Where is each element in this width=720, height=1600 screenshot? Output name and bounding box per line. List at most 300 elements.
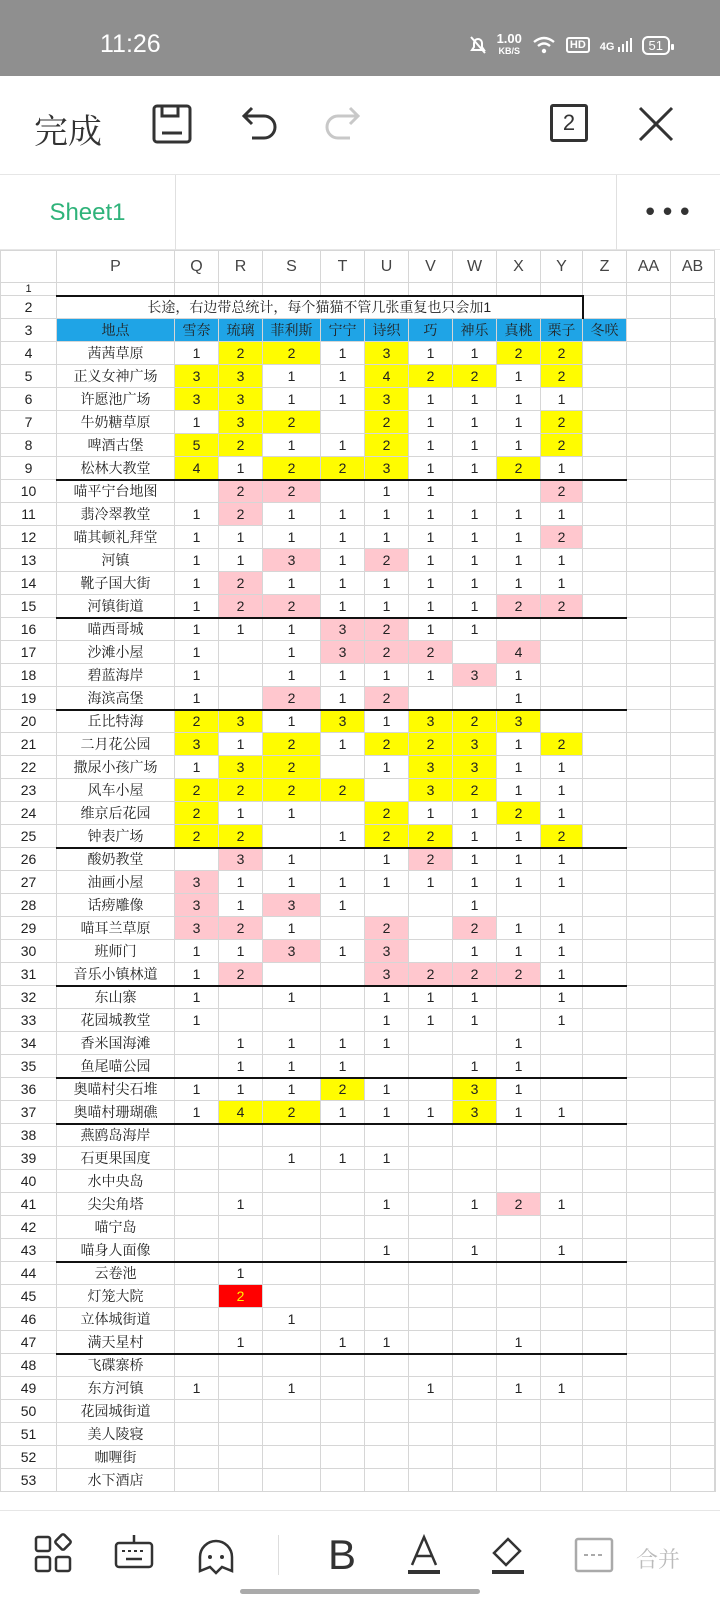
- count-cell[interactable]: 1: [497, 1055, 541, 1078]
- count-cell[interactable]: 2: [453, 779, 497, 802]
- column-header-s[interactable]: S: [263, 251, 321, 283]
- count-cell[interactable]: 1: [497, 1032, 541, 1055]
- count-cell[interactable]: 1: [409, 1377, 453, 1400]
- count-cell[interactable]: [583, 1239, 627, 1262]
- count-cell[interactable]: 3: [263, 894, 321, 917]
- count-cell[interactable]: [453, 1124, 497, 1147]
- cell[interactable]: [671, 480, 715, 503]
- row-number[interactable]: 15: [1, 595, 57, 618]
- cell[interactable]: [715, 1469, 716, 1492]
- count-cell[interactable]: [497, 618, 541, 641]
- cell[interactable]: [627, 848, 671, 871]
- count-cell[interactable]: 4: [365, 365, 409, 388]
- count-cell[interactable]: 1: [365, 1193, 409, 1216]
- count-cell[interactable]: [365, 1170, 409, 1193]
- row-number[interactable]: 46: [1, 1308, 57, 1331]
- cell[interactable]: [627, 572, 671, 595]
- cell[interactable]: [671, 1216, 715, 1239]
- cell[interactable]: [453, 283, 497, 296]
- count-cell[interactable]: 1: [409, 664, 453, 687]
- header-cell[interactable]: 神乐: [453, 319, 497, 342]
- count-cell[interactable]: 1: [321, 365, 365, 388]
- count-cell[interactable]: 2: [409, 963, 453, 986]
- count-cell[interactable]: [583, 1078, 627, 1101]
- count-cell[interactable]: [583, 756, 627, 779]
- count-cell[interactable]: 1: [453, 1009, 497, 1032]
- cell[interactable]: [671, 802, 715, 825]
- count-cell[interactable]: [175, 1446, 219, 1469]
- count-cell[interactable]: 1: [219, 526, 263, 549]
- count-cell[interactable]: [263, 1193, 321, 1216]
- count-cell[interactable]: [409, 1469, 453, 1492]
- count-cell[interactable]: [409, 1055, 453, 1078]
- count-cell[interactable]: 2: [219, 917, 263, 940]
- count-cell[interactable]: 2: [541, 342, 583, 365]
- count-cell[interactable]: [219, 1239, 263, 1262]
- count-cell[interactable]: [409, 894, 453, 917]
- close-icon[interactable]: [634, 102, 678, 146]
- row-number[interactable]: 42: [1, 1216, 57, 1239]
- count-cell[interactable]: [219, 1170, 263, 1193]
- count-cell[interactable]: [409, 1078, 453, 1101]
- count-cell[interactable]: 1: [219, 1032, 263, 1055]
- count-cell[interactable]: 1: [219, 1078, 263, 1101]
- count-cell[interactable]: [453, 1377, 497, 1400]
- count-cell[interactable]: 1: [365, 1239, 409, 1262]
- count-cell[interactable]: 1: [321, 1331, 365, 1354]
- count-cell[interactable]: 2: [497, 802, 541, 825]
- cell[interactable]: [715, 1193, 716, 1216]
- count-cell[interactable]: [409, 1239, 453, 1262]
- count-cell[interactable]: [365, 1285, 409, 1308]
- count-cell[interactable]: [263, 1446, 321, 1469]
- count-cell[interactable]: 1: [409, 802, 453, 825]
- count-cell[interactable]: 1: [219, 871, 263, 894]
- location-cell[interactable]: 河镇: [57, 549, 175, 572]
- cell[interactable]: [715, 1055, 716, 1078]
- column-header-w[interactable]: W: [453, 251, 497, 283]
- count-cell[interactable]: 2: [263, 687, 321, 710]
- cell[interactable]: [627, 1193, 671, 1216]
- count-cell[interactable]: [321, 1377, 365, 1400]
- count-cell[interactable]: [583, 1055, 627, 1078]
- cell[interactable]: [671, 1331, 715, 1354]
- count-cell[interactable]: [365, 1446, 409, 1469]
- cell[interactable]: [627, 825, 671, 848]
- count-cell[interactable]: [175, 1124, 219, 1147]
- count-cell[interactable]: [583, 802, 627, 825]
- count-cell[interactable]: [497, 1170, 541, 1193]
- row-number[interactable]: 30: [1, 940, 57, 963]
- count-cell[interactable]: [583, 1216, 627, 1239]
- count-cell[interactable]: 2: [175, 825, 219, 848]
- cell[interactable]: [583, 283, 627, 296]
- count-cell[interactable]: 1: [453, 434, 497, 457]
- count-cell[interactable]: 1: [409, 871, 453, 894]
- count-cell[interactable]: 3: [175, 365, 219, 388]
- count-cell[interactable]: 1: [263, 986, 321, 1009]
- count-cell[interactable]: [263, 1331, 321, 1354]
- count-cell[interactable]: 3: [453, 756, 497, 779]
- cell[interactable]: [715, 549, 716, 572]
- count-cell[interactable]: [175, 1170, 219, 1193]
- count-cell[interactable]: [541, 1400, 583, 1423]
- count-cell[interactable]: 2: [219, 963, 263, 986]
- count-cell[interactable]: 1: [263, 848, 321, 871]
- count-cell[interactable]: 1: [497, 756, 541, 779]
- location-cell[interactable]: 许愿池广场: [57, 388, 175, 411]
- count-cell[interactable]: [453, 1331, 497, 1354]
- cell[interactable]: [219, 283, 263, 296]
- cell[interactable]: [715, 503, 716, 526]
- row-number[interactable]: 3: [1, 319, 57, 342]
- count-cell[interactable]: 1: [409, 480, 453, 503]
- count-cell[interactable]: [583, 687, 627, 710]
- location-cell[interactable]: 油画小屋: [57, 871, 175, 894]
- cell[interactable]: [715, 1262, 716, 1285]
- header-cell[interactable]: 栗子: [541, 319, 583, 342]
- location-cell[interactable]: 东山寨: [57, 986, 175, 1009]
- cell[interactable]: [715, 1423, 716, 1446]
- count-cell[interactable]: 1: [365, 1009, 409, 1032]
- count-cell[interactable]: [365, 1124, 409, 1147]
- count-cell[interactable]: [321, 1354, 365, 1377]
- cell[interactable]: [175, 283, 219, 296]
- count-cell[interactable]: 1: [409, 503, 453, 526]
- count-cell[interactable]: 1: [365, 526, 409, 549]
- count-cell[interactable]: 1: [263, 664, 321, 687]
- count-cell[interactable]: 1: [541, 572, 583, 595]
- count-cell[interactable]: [321, 1285, 365, 1308]
- row-number[interactable]: 31: [1, 963, 57, 986]
- cell[interactable]: [715, 434, 716, 457]
- count-cell[interactable]: 3: [409, 710, 453, 733]
- cell[interactable]: [715, 779, 716, 802]
- count-cell[interactable]: [583, 1101, 627, 1124]
- location-cell[interactable]: 喵身人面像: [57, 1239, 175, 1262]
- location-cell[interactable]: 水下酒店: [57, 1469, 175, 1492]
- count-cell[interactable]: [321, 1308, 365, 1331]
- count-cell[interactable]: [409, 1423, 453, 1446]
- count-cell[interactable]: 1: [321, 664, 365, 687]
- location-cell[interactable]: 满天星村: [57, 1331, 175, 1354]
- location-cell[interactable]: 喵其顿礼拜堂: [57, 526, 175, 549]
- count-cell[interactable]: 1: [321, 549, 365, 572]
- cell[interactable]: [541, 283, 583, 296]
- count-cell[interactable]: [175, 480, 219, 503]
- count-cell[interactable]: 1: [541, 779, 583, 802]
- count-cell[interactable]: [541, 664, 583, 687]
- cell[interactable]: [627, 733, 671, 756]
- cell[interactable]: [671, 733, 715, 756]
- cell[interactable]: [671, 434, 715, 457]
- count-cell[interactable]: 1: [453, 572, 497, 595]
- row-number[interactable]: 43: [1, 1239, 57, 1262]
- cell[interactable]: [627, 664, 671, 687]
- location-cell[interactable]: 香米国海滩: [57, 1032, 175, 1055]
- location-cell[interactable]: 燕鸥岛海岸: [57, 1124, 175, 1147]
- count-cell[interactable]: 2: [409, 365, 453, 388]
- count-cell[interactable]: [583, 917, 627, 940]
- count-cell[interactable]: 2: [263, 457, 321, 480]
- column-header-ab[interactable]: AB: [671, 251, 715, 283]
- count-cell[interactable]: 3: [219, 848, 263, 871]
- count-cell[interactable]: [409, 1147, 453, 1170]
- cell[interactable]: [715, 342, 716, 365]
- count-cell[interactable]: [583, 388, 627, 411]
- cell[interactable]: [57, 283, 175, 296]
- count-cell[interactable]: 1: [263, 434, 321, 457]
- count-cell[interactable]: 1: [365, 871, 409, 894]
- cell[interactable]: [627, 388, 671, 411]
- location-cell[interactable]: 灯笼大院: [57, 1285, 175, 1308]
- cell[interactable]: [671, 1239, 715, 1262]
- cell[interactable]: [671, 940, 715, 963]
- count-cell[interactable]: [409, 1331, 453, 1354]
- header-cell[interactable]: 诗织: [365, 319, 409, 342]
- count-cell[interactable]: 1: [409, 1101, 453, 1124]
- count-cell[interactable]: [497, 480, 541, 503]
- location-cell[interactable]: 碧蓝海岸: [57, 664, 175, 687]
- row-number[interactable]: 9: [1, 457, 57, 480]
- count-cell[interactable]: [453, 687, 497, 710]
- count-cell[interactable]: 2: [453, 963, 497, 986]
- count-cell[interactable]: 1: [497, 411, 541, 434]
- count-cell[interactable]: [583, 848, 627, 871]
- count-cell[interactable]: 1: [365, 710, 409, 733]
- cell[interactable]: [671, 526, 715, 549]
- count-cell[interactable]: [409, 1400, 453, 1423]
- location-cell[interactable]: 喵宁岛: [57, 1216, 175, 1239]
- count-cell[interactable]: 1: [409, 549, 453, 572]
- location-cell[interactable]: 钟表广场: [57, 825, 175, 848]
- row-number[interactable]: 6: [1, 388, 57, 411]
- count-cell[interactable]: 2: [365, 733, 409, 756]
- cell[interactable]: [715, 1239, 716, 1262]
- cell[interactable]: [671, 963, 715, 986]
- bold-icon[interactable]: B: [327, 1531, 356, 1578]
- count-cell[interactable]: [583, 1032, 627, 1055]
- cell[interactable]: [715, 1285, 716, 1308]
- cell[interactable]: [671, 1446, 715, 1469]
- redo-icon[interactable]: [322, 102, 366, 146]
- count-cell[interactable]: [219, 1147, 263, 1170]
- count-cell[interactable]: [321, 1262, 365, 1285]
- count-cell[interactable]: [583, 411, 627, 434]
- cell[interactable]: [627, 1147, 671, 1170]
- cell[interactable]: [671, 1469, 715, 1492]
- font-color-icon[interactable]: [400, 1531, 448, 1579]
- count-cell[interactable]: [365, 1400, 409, 1423]
- column-header-y[interactable]: Y: [541, 251, 583, 283]
- location-cell[interactable]: 花园城街道: [57, 1400, 175, 1423]
- cell[interactable]: [627, 480, 671, 503]
- count-cell[interactable]: 2: [219, 342, 263, 365]
- count-cell[interactable]: [321, 756, 365, 779]
- count-cell[interactable]: 1: [219, 457, 263, 480]
- count-cell[interactable]: 1: [541, 940, 583, 963]
- count-cell[interactable]: 1: [263, 388, 321, 411]
- cell[interactable]: [715, 756, 716, 779]
- count-cell[interactable]: [219, 1469, 263, 1492]
- cell[interactable]: [671, 411, 715, 434]
- count-cell[interactable]: 1: [365, 756, 409, 779]
- count-cell[interactable]: 2: [497, 595, 541, 618]
- location-cell[interactable]: 靴子国大街: [57, 572, 175, 595]
- more-options-button[interactable]: •••: [616, 175, 720, 251]
- count-cell[interactable]: 1: [263, 917, 321, 940]
- count-cell[interactable]: 1: [321, 342, 365, 365]
- count-cell[interactable]: [263, 1285, 321, 1308]
- count-cell[interactable]: 1: [409, 1009, 453, 1032]
- cell[interactable]: [715, 365, 716, 388]
- cell[interactable]: [627, 319, 671, 342]
- count-cell[interactable]: [175, 1469, 219, 1492]
- row-number[interactable]: 16: [1, 618, 57, 641]
- count-cell[interactable]: 1: [541, 457, 583, 480]
- header-cell[interactable]: 宁宁: [321, 319, 365, 342]
- count-cell[interactable]: [175, 1423, 219, 1446]
- count-cell[interactable]: [175, 1193, 219, 1216]
- cell[interactable]: [321, 283, 365, 296]
- count-cell[interactable]: 3: [263, 549, 321, 572]
- count-cell[interactable]: 3: [453, 733, 497, 756]
- header-cell[interactable]: 巧: [409, 319, 453, 342]
- count-cell[interactable]: [409, 1262, 453, 1285]
- cell[interactable]: [671, 779, 715, 802]
- count-cell[interactable]: [583, 1124, 627, 1147]
- row-number[interactable]: 5: [1, 365, 57, 388]
- row-number[interactable]: 13: [1, 549, 57, 572]
- cell[interactable]: [715, 825, 716, 848]
- cell[interactable]: [671, 1262, 715, 1285]
- count-cell[interactable]: [541, 1331, 583, 1354]
- count-cell[interactable]: [583, 342, 627, 365]
- count-cell[interactable]: 1: [175, 1078, 219, 1101]
- count-cell[interactable]: [583, 825, 627, 848]
- count-cell[interactable]: 1: [409, 595, 453, 618]
- count-cell[interactable]: [219, 1216, 263, 1239]
- count-cell[interactable]: [583, 1193, 627, 1216]
- count-cell[interactable]: [175, 1032, 219, 1055]
- cell[interactable]: [627, 526, 671, 549]
- count-cell[interactable]: 2: [365, 687, 409, 710]
- count-cell[interactable]: [583, 480, 627, 503]
- row-number[interactable]: 18: [1, 664, 57, 687]
- count-cell[interactable]: [583, 779, 627, 802]
- cell[interactable]: [715, 1354, 716, 1377]
- cell[interactable]: [671, 756, 715, 779]
- count-cell[interactable]: [219, 664, 263, 687]
- count-cell[interactable]: [453, 1354, 497, 1377]
- count-cell[interactable]: [541, 687, 583, 710]
- cell[interactable]: [671, 503, 715, 526]
- home-indicator[interactable]: [240, 1589, 480, 1594]
- count-cell[interactable]: 1: [497, 940, 541, 963]
- count-cell[interactable]: 1: [497, 687, 541, 710]
- count-cell[interactable]: 1: [453, 825, 497, 848]
- count-cell[interactable]: 1: [263, 871, 321, 894]
- cell[interactable]: [627, 1101, 671, 1124]
- row-number[interactable]: 4: [1, 342, 57, 365]
- count-cell[interactable]: 1: [263, 1377, 321, 1400]
- count-cell[interactable]: [583, 641, 627, 664]
- count-cell[interactable]: 1: [263, 710, 321, 733]
- count-cell[interactable]: 1: [497, 526, 541, 549]
- count-cell[interactable]: 2: [219, 595, 263, 618]
- cell[interactable]: [627, 549, 671, 572]
- count-cell[interactable]: [175, 1055, 219, 1078]
- count-cell[interactable]: 3: [365, 940, 409, 963]
- cell[interactable]: [671, 572, 715, 595]
- count-cell[interactable]: 1: [321, 434, 365, 457]
- count-cell[interactable]: 1: [497, 549, 541, 572]
- count-cell[interactable]: [263, 963, 321, 986]
- cell[interactable]: [671, 296, 715, 319]
- count-cell[interactable]: [541, 1469, 583, 1492]
- cell[interactable]: [627, 595, 671, 618]
- count-cell[interactable]: 1: [409, 457, 453, 480]
- count-cell[interactable]: 1: [263, 1308, 321, 1331]
- location-cell[interactable]: 维京后花园: [57, 802, 175, 825]
- cell[interactable]: [671, 1055, 715, 1078]
- count-cell[interactable]: [583, 365, 627, 388]
- count-cell[interactable]: 2: [263, 480, 321, 503]
- row-number[interactable]: 49: [1, 1377, 57, 1400]
- count-cell[interactable]: 1: [497, 825, 541, 848]
- cell[interactable]: [715, 733, 716, 756]
- count-cell[interactable]: 1: [365, 503, 409, 526]
- column-header-t[interactable]: T: [321, 251, 365, 283]
- count-cell[interactable]: [583, 894, 627, 917]
- count-cell[interactable]: 1: [541, 1239, 583, 1262]
- save-icon[interactable]: [150, 102, 194, 146]
- count-cell[interactable]: [541, 1078, 583, 1101]
- count-cell[interactable]: 2: [409, 825, 453, 848]
- cell[interactable]: [627, 871, 671, 894]
- cell[interactable]: [671, 1170, 715, 1193]
- count-cell[interactable]: [409, 1216, 453, 1239]
- count-cell[interactable]: [453, 1262, 497, 1285]
- count-cell[interactable]: 1: [263, 365, 321, 388]
- count-cell[interactable]: 1: [175, 503, 219, 526]
- count-cell[interactable]: 2: [175, 779, 219, 802]
- location-cell[interactable]: 撒尿小孩广场: [57, 756, 175, 779]
- count-cell[interactable]: 1: [175, 618, 219, 641]
- column-header-p[interactable]: P: [57, 251, 175, 283]
- count-cell[interactable]: 1: [365, 986, 409, 1009]
- row-number[interactable]: 44: [1, 1262, 57, 1285]
- count-cell[interactable]: 1: [365, 664, 409, 687]
- count-cell[interactable]: [219, 1308, 263, 1331]
- count-cell[interactable]: [497, 1354, 541, 1377]
- cell[interactable]: [671, 1078, 715, 1101]
- count-cell[interactable]: [453, 1469, 497, 1492]
- count-cell[interactable]: 2: [321, 1078, 365, 1101]
- count-cell[interactable]: [583, 871, 627, 894]
- count-cell[interactable]: 1: [365, 1032, 409, 1055]
- count-cell[interactable]: [409, 1446, 453, 1469]
- cell[interactable]: [671, 388, 715, 411]
- location-cell[interactable]: 松林大教堂: [57, 457, 175, 480]
- location-cell[interactable]: 喵西哥城: [57, 618, 175, 641]
- cell[interactable]: [627, 1124, 671, 1147]
- row-number[interactable]: 11: [1, 503, 57, 526]
- location-cell[interactable]: 美人陵寝: [57, 1423, 175, 1446]
- location-cell[interactable]: 牛奶糖草原: [57, 411, 175, 434]
- count-cell[interactable]: 2: [263, 733, 321, 756]
- row-number[interactable]: 22: [1, 756, 57, 779]
